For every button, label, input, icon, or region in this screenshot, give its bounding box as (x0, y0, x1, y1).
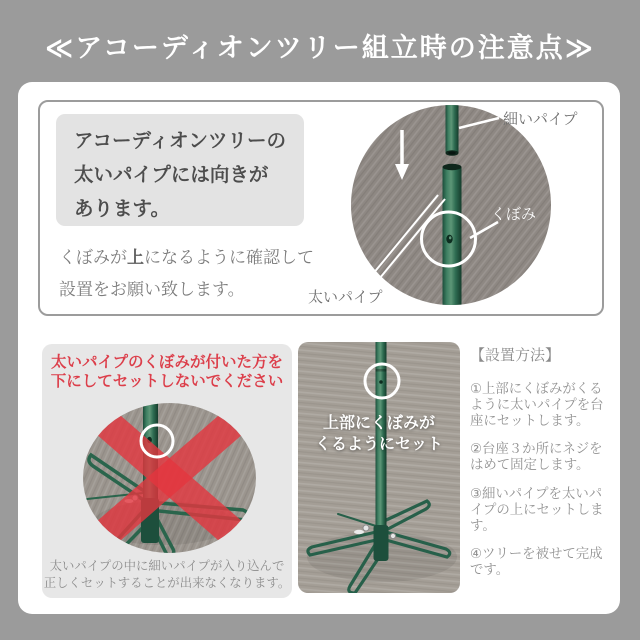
note-pre: くぼみが (59, 248, 127, 268)
correct-setup-caption (298, 412, 460, 454)
warning-caption-line2: 正しくセットすることが出来なくなります。 (43, 574, 291, 590)
wrong-setup-photo (83, 403, 256, 553)
note-line2: 設置をお願い致します。 (59, 280, 245, 300)
content-sheet (18, 82, 620, 614)
headline-line: 太いパイプには向きが (74, 163, 269, 186)
setup-step-1: ①上部にくぼみがくるように太いパイプを台座にセットします。 (470, 382, 604, 429)
correct-setup-photo-svg (298, 342, 460, 593)
carpet-photo-background (306, 102, 602, 312)
wrong-setup-photo-svg (83, 403, 256, 553)
headline-line: アコーディオンツリーの (74, 129, 286, 152)
correct-setup-photo (298, 342, 460, 593)
page-title: ≪アコーディオンツリー組立時の注意点≫ (44, 33, 596, 64)
setup-steps-panel (470, 344, 612, 592)
note-emphasis: 上 (127, 248, 144, 268)
orientation-notice-panel (38, 100, 604, 316)
setup-step-3: ③細いパイプを太いパイプの上にセットします。 (470, 486, 604, 534)
setup-step-4: ④ツリーを被せて完成です。 (470, 547, 603, 579)
headline-box (56, 114, 304, 226)
warning-title (42, 353, 292, 391)
correct-caption-line1: 上部にくぼみが (322, 413, 435, 432)
warning-caption-line1: 太いパイプの中に細いパイプが入り込んで (49, 558, 285, 573)
thick-pipe-label: 太いパイプ (308, 288, 383, 306)
setup-step-2: ②台座３か所にネジをはめて固定します。 (470, 442, 603, 474)
dent-label: くぼみ (491, 205, 537, 223)
warning-caption (42, 558, 292, 591)
thin-pipe-label: 細いパイプ (503, 110, 578, 128)
headline-line: あります。 (74, 197, 170, 220)
setup-steps-heading: 【設置方法】 (470, 346, 561, 364)
correct-caption-line2: くるようにセット (314, 434, 443, 453)
thin-pipe (446, 102, 459, 156)
thick-pipe (443, 163, 462, 312)
warning-title-line1: 太いパイプのくぼみが付いた方を (50, 353, 284, 371)
orientation-note (59, 242, 314, 306)
dent-mark (379, 380, 383, 384)
warning-title-line2: 下にしてセットしないでください (50, 372, 284, 390)
warning-panel (42, 344, 292, 598)
note-post: になるように確認して (144, 248, 314, 268)
pipe-orientation-photo (306, 102, 602, 312)
